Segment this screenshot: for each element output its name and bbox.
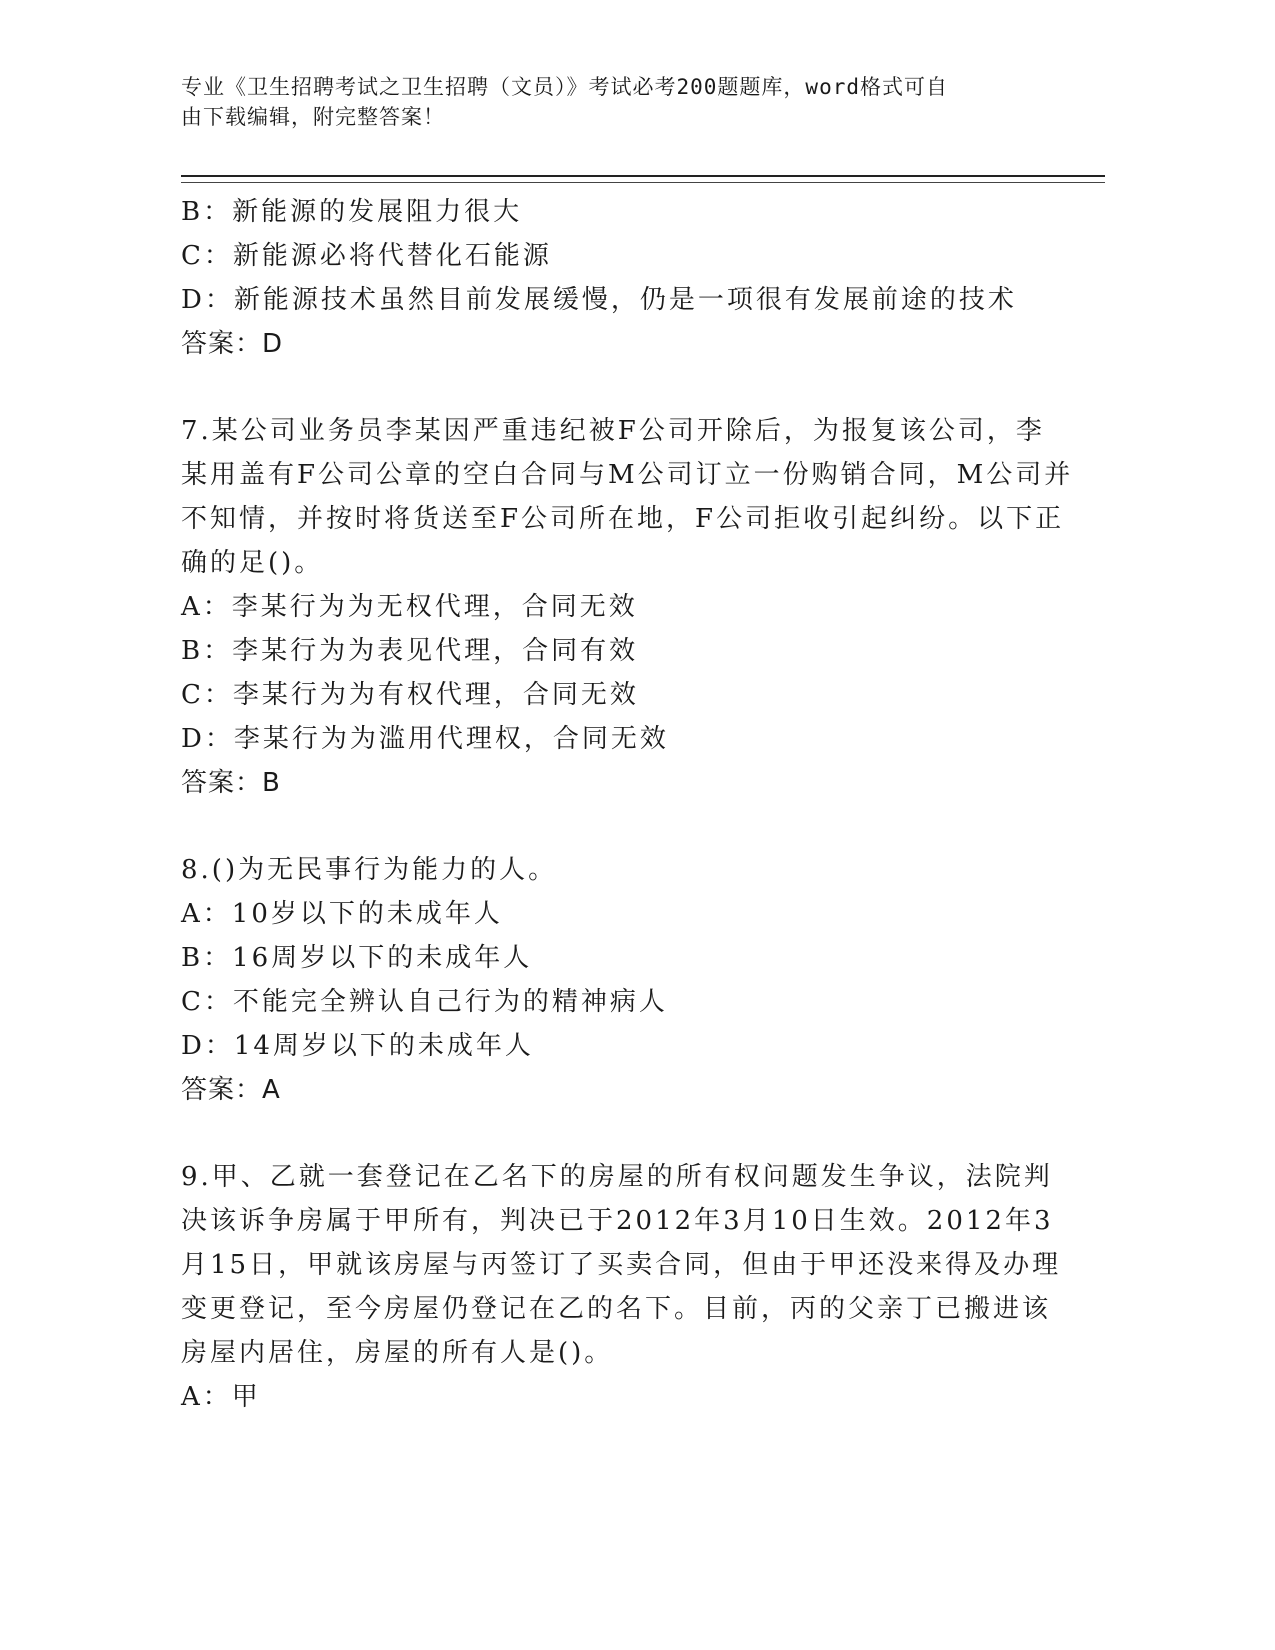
- option-b: B：16周岁以下的未成年人: [181, 943, 533, 973]
- question-stem-line: 变更登记，至今房屋仍登记在乙的名下。目前，丙的父亲丁已搬进该: [181, 1294, 1052, 1324]
- option-c: C：新能源必将代替化石能源: [181, 241, 552, 271]
- header-line-1: 专业《卫生招聘考试之卫生招聘（文员）》考试必考200题题库，word格式可自: [181, 75, 948, 99]
- question-stem-line: 确的足()。: [181, 548, 324, 578]
- header-divider-thin: [181, 182, 1105, 183]
- question-stem-line: 决该诉争房属于甲所有，判决已于2012年3月10日生效。2012年3: [181, 1206, 1054, 1236]
- answer-label: 答案：A: [181, 1075, 281, 1105]
- question-8: [181, 848, 1061, 1112]
- header-divider-thick: [181, 175, 1105, 177]
- option-d: D：新能源技术虽然目前发展缓慢，仍是一项很有发展前途的技术: [181, 285, 1017, 315]
- spacer: [181, 805, 1061, 848]
- option-b: B：新能源的发展阻力很大: [181, 197, 523, 227]
- spacer: [181, 1112, 1061, 1155]
- question-stem-line: 9.甲、乙就一套登记在乙名下的房屋的所有权问题发生争议，法院判: [181, 1162, 1053, 1192]
- option-a: A：甲: [181, 1382, 261, 1412]
- question-content: [181, 190, 1074, 1419]
- question-7: [181, 409, 1074, 805]
- question-stem-line: 某用盖有F公司公章的空白合同与M公司订立一份购销合同，M公司并: [181, 460, 1074, 490]
- answer-label: 答案：D: [181, 329, 284, 359]
- header-line-2: 由下载编辑，附完整答案！: [181, 105, 445, 129]
- question-stem-line: 7.某公司业务员李某因严重违纪被F公司开除后，为报复该公司，李: [181, 416, 1045, 446]
- question-6: [181, 190, 1061, 366]
- document-header: [181, 72, 1061, 132]
- option-d: D：14周岁以下的未成年人: [181, 1031, 534, 1061]
- question-stem-line: 房屋内居住，房屋的所有人是()。: [181, 1338, 614, 1368]
- option-c: C：李某行为为有权代理，合同无效: [181, 680, 639, 710]
- option-d: D：李某行为为滥用代理权，合同无效: [181, 724, 669, 754]
- question-9: [181, 1155, 1061, 1419]
- option-b: B：李某行为为表见代理，合同有效: [181, 636, 639, 666]
- question-stem-line: 8.()为无民事行为能力的人。: [181, 855, 558, 885]
- option-a: A：李某行为为无权代理，合同无效: [181, 592, 638, 622]
- question-stem-line: 不知情，并按时将货送至F公司所在地，F公司拒收引起纠纷。以下正: [181, 504, 1065, 534]
- answer-label: 答案：B: [181, 768, 281, 798]
- option-c: C：不能完全辨认自己行为的精神病人: [181, 987, 668, 1017]
- option-a: A：10岁以下的未成年人: [181, 899, 503, 929]
- spacer: [181, 366, 1061, 409]
- question-stem-line: 月15日，甲就该房屋与丙签订了买卖合同，但由于甲还没来得及办理: [181, 1250, 1062, 1280]
